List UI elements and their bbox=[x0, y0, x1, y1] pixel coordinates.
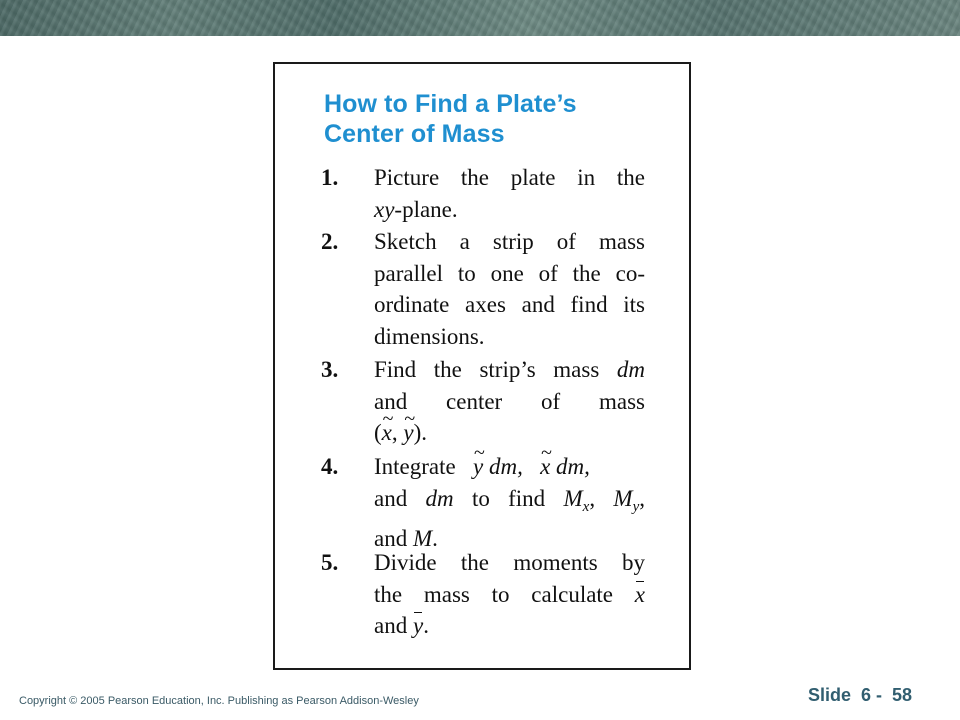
step-4 bbox=[321, 451, 645, 555]
box-title-line-1: How to Find a Plate’s bbox=[324, 90, 577, 118]
box-title bbox=[324, 89, 664, 149]
step-2 bbox=[321, 226, 645, 352]
step-3 bbox=[321, 354, 645, 449]
step-number: 3. bbox=[321, 357, 339, 382]
step-1 bbox=[321, 162, 645, 225]
step-number: 2. bbox=[321, 229, 339, 254]
step-text: Sketch a strip of mass parallel to one of the co- ordinate axes and find its dimensions. bbox=[374, 229, 645, 349]
box-title-line-2: Center of Mass bbox=[324, 120, 505, 148]
step-number: 4. bbox=[321, 454, 339, 479]
step-5 bbox=[321, 547, 645, 642]
step-number: 5. bbox=[321, 550, 339, 575]
top-banner bbox=[0, 0, 960, 36]
center-of-mass-box bbox=[273, 62, 691, 670]
step-number: 1. bbox=[321, 165, 339, 190]
step-text: Integrate ~ y dm, ~ x dm, and dm to find $M_x$, $M_y$, and M. bbox=[374, 451, 645, 555]
step-text: Picture the plate in the xy-plane. bbox=[374, 165, 645, 222]
step-text: Divide the moments by the mass to calculate x and y. bbox=[374, 547, 645, 642]
step-text: Find the strip’s mass dm and center of mass (~ x, ~ y). bbox=[374, 354, 645, 449]
slide-number: Slide 6 - 58 bbox=[808, 685, 913, 705]
copyright-notice: Copyright © 2005 Pearson Education, Inc. Publishing as Pearson Addison-Wesley bbox=[19, 695, 419, 707]
